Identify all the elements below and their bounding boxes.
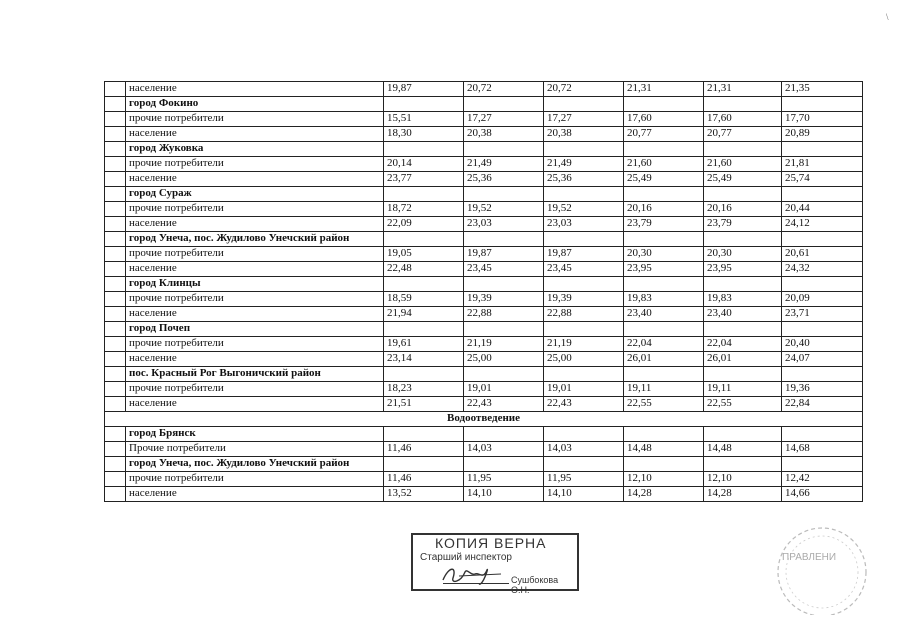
stamp-name: Сушбокова О.Н. — [511, 575, 559, 595]
stamp-role: Старший инспектор — [420, 552, 512, 563]
row-index-cell — [105, 112, 126, 127]
tariff-value-cell: 19,05 — [384, 247, 464, 262]
consumer-name: население — [126, 487, 384, 502]
tariff-value-cell: 12,10 — [624, 472, 704, 487]
row-index-cell — [105, 307, 126, 322]
tariff-value-cell — [782, 367, 863, 382]
tariff-value-cell: 21,81 — [782, 157, 863, 172]
tariff-value-cell: 17,60 — [624, 112, 704, 127]
tariff-value-cell: 14,03 — [544, 442, 624, 457]
group-row — [105, 97, 863, 112]
tariff-value-cell — [624, 97, 704, 112]
tariff-value-cell — [624, 457, 704, 472]
tariff-value-cell — [782, 322, 863, 337]
tariff-value-cell: 22,04 — [624, 337, 704, 352]
tariff-value-cell: 19,61 — [384, 337, 464, 352]
tariff-value-cell: 21,31 — [704, 82, 782, 97]
tariff-value-cell: 17,60 — [704, 112, 782, 127]
tariff-value-cell: 20,38 — [464, 127, 544, 142]
tariff-value-cell — [384, 142, 464, 157]
tariff-value-cell: 14,48 — [704, 442, 782, 457]
group-row — [105, 187, 863, 202]
tariff-value-cell — [464, 142, 544, 157]
tariff-value-cell: 12,42 — [782, 472, 863, 487]
tariff-value-cell — [464, 232, 544, 247]
tariff-value-cell: 20,61 — [782, 247, 863, 262]
tariff-value-cell — [544, 142, 624, 157]
tariff-value-cell: 19,52 — [464, 202, 544, 217]
tariff-value-cell: 22,04 — [704, 337, 782, 352]
group-name: город Унеча, пос. Жудилово Унечский район — [126, 457, 384, 472]
row-index-cell — [105, 292, 126, 307]
group-name: город Жуковка — [126, 142, 384, 157]
tariff-value-cell: 20,72 — [464, 82, 544, 97]
tariff-value-cell: 20,77 — [624, 127, 704, 142]
tariff-value-cell: 22,43 — [464, 397, 544, 412]
tariff-value-cell: 19,39 — [464, 292, 544, 307]
tariff-value-cell: 11,95 — [464, 472, 544, 487]
tariff-value-cell — [704, 367, 782, 382]
row-index-cell — [105, 157, 126, 172]
tariff-value-cell: 24,12 — [782, 217, 863, 232]
tariff-value-cell: 26,01 — [624, 352, 704, 367]
tariff-value-cell: 20,77 — [704, 127, 782, 142]
tariff-value-cell: 22,09 — [384, 217, 464, 232]
tariff-value-cell: 25,00 — [544, 352, 624, 367]
tariff-value-cell: 21,60 — [704, 157, 782, 172]
row-index-cell — [105, 217, 126, 232]
tariff-value-cell — [544, 232, 624, 247]
tariff-value-cell — [384, 427, 464, 442]
tariff-value-cell: 14,28 — [704, 487, 782, 502]
tariff-value-cell: 23,79 — [624, 217, 704, 232]
tariff-value-cell: 20,14 — [384, 157, 464, 172]
tariff-value-cell — [704, 142, 782, 157]
row-index-cell — [105, 487, 126, 502]
tariff-value-cell: 20,09 — [782, 292, 863, 307]
tariff-value-cell: 23,14 — [384, 352, 464, 367]
table-row — [105, 397, 863, 412]
tariff-value-cell: 17,27 — [544, 112, 624, 127]
group-row — [105, 322, 863, 337]
table-row — [105, 157, 863, 172]
tariff-value-cell: 25,49 — [704, 172, 782, 187]
table-row — [105, 217, 863, 232]
section-title: Водоотведение — [105, 412, 863, 427]
tariff-value-cell: 24,07 — [782, 352, 863, 367]
tariff-value-cell: 25,36 — [464, 172, 544, 187]
tariff-value-cell: 22,55 — [624, 397, 704, 412]
row-index-cell — [105, 442, 126, 457]
tariff-value-cell: 14,66 — [782, 487, 863, 502]
tariff-value-cell: 24,32 — [782, 262, 863, 277]
row-index-cell — [105, 277, 126, 292]
consumer-name: прочие потребители — [126, 247, 384, 262]
tariff-value-cell: 19,83 — [704, 292, 782, 307]
group-row — [105, 427, 863, 442]
tariff-value-cell: 20,89 — [782, 127, 863, 142]
row-index-cell — [105, 127, 126, 142]
consumer-name: население — [126, 262, 384, 277]
group-name: город Клинцы — [126, 277, 384, 292]
consumer-name: прочие потребители — [126, 382, 384, 397]
tariff-value-cell: 22,84 — [782, 397, 863, 412]
table-row — [105, 472, 863, 487]
tariff-value-cell: 11,95 — [544, 472, 624, 487]
corner-mark: \ — [886, 12, 889, 22]
tariff-value-cell: 18,72 — [384, 202, 464, 217]
tariff-value-cell: 20,72 — [544, 82, 624, 97]
tariff-value-cell: 23,45 — [464, 262, 544, 277]
table-row — [105, 337, 863, 352]
tariff-value-cell: 23,45 — [544, 262, 624, 277]
tariff-value-cell — [782, 187, 863, 202]
tariff-value-cell — [544, 97, 624, 112]
tariff-value-cell: 23,40 — [624, 307, 704, 322]
tariff-value-cell: 19,11 — [704, 382, 782, 397]
tariff-value-cell — [384, 277, 464, 292]
row-index-cell — [105, 322, 126, 337]
tariff-value-cell: 20,30 — [704, 247, 782, 262]
consumer-name: прочие потребители — [126, 337, 384, 352]
tariff-value-cell — [384, 367, 464, 382]
tariff-value-cell: 25,36 — [544, 172, 624, 187]
tariff-value-cell: 20,16 — [624, 202, 704, 217]
tariff-value-cell: 20,38 — [544, 127, 624, 142]
group-name: город Почеп — [126, 322, 384, 337]
tariff-value-cell: 21,31 — [624, 82, 704, 97]
tariff-value-cell — [704, 457, 782, 472]
row-index-cell — [105, 97, 126, 112]
row-index-cell — [105, 202, 126, 217]
tariff-value-cell: 11,46 — [384, 442, 464, 457]
signature — [439, 562, 509, 588]
table-row — [105, 247, 863, 262]
tariff-value-cell: 23,40 — [704, 307, 782, 322]
tariff-value-cell: 17,27 — [464, 112, 544, 127]
tariff-value-cell: 14,10 — [464, 487, 544, 502]
group-name: пос. Красный Рог Выгоничский район — [126, 367, 384, 382]
group-name: город Сураж — [126, 187, 384, 202]
table-row — [105, 382, 863, 397]
tariff-value-cell — [782, 142, 863, 157]
group-name: город Брянск — [126, 427, 384, 442]
tariff-value-cell — [384, 187, 464, 202]
consumer-name: население — [126, 82, 384, 97]
tariff-value-cell: 20,16 — [704, 202, 782, 217]
tariff-value-cell — [464, 97, 544, 112]
tariff-value-cell — [782, 97, 863, 112]
tariff-value-cell: 18,30 — [384, 127, 464, 142]
row-index-cell — [105, 232, 126, 247]
tariff-value-cell: 14,48 — [624, 442, 704, 457]
tariff-value-cell: 23,03 — [464, 217, 544, 232]
row-index-cell — [105, 247, 126, 262]
faint-seal — [760, 520, 870, 615]
consumer-name: население — [126, 397, 384, 412]
tariff-value-cell: 22,43 — [544, 397, 624, 412]
table-row — [105, 352, 863, 367]
tariff-value-cell — [544, 322, 624, 337]
group-row — [105, 142, 863, 157]
tariff-value-cell: 21,35 — [782, 82, 863, 97]
tariff-value-cell: 15,51 — [384, 112, 464, 127]
consumer-name: прочие потребители — [126, 472, 384, 487]
tariff-value-cell: 25,74 — [782, 172, 863, 187]
signature-line — [443, 583, 509, 584]
tariff-value-cell: 14,68 — [782, 442, 863, 457]
tariff-value-cell — [544, 277, 624, 292]
tariff-value-cell: 22,48 — [384, 262, 464, 277]
tariff-value-cell: 23,03 — [544, 217, 624, 232]
table-row — [105, 292, 863, 307]
tariff-value-cell: 19,52 — [544, 202, 624, 217]
tariff-value-cell: 25,00 — [464, 352, 544, 367]
tariff-value-cell: 19,11 — [624, 382, 704, 397]
tariff-value-cell — [384, 232, 464, 247]
tariff-value-cell — [544, 457, 624, 472]
tariff-value-cell: 14,10 — [544, 487, 624, 502]
tariff-value-cell: 23,79 — [704, 217, 782, 232]
table-row — [105, 112, 863, 127]
tariff-value-cell — [464, 367, 544, 382]
consumer-name: прочие потребители — [126, 112, 384, 127]
tariff-value-cell: 12,10 — [704, 472, 782, 487]
tariff-value-cell — [624, 427, 704, 442]
row-index-cell — [105, 82, 126, 97]
tariff-value-cell: 22,88 — [544, 307, 624, 322]
consumer-name: население — [126, 127, 384, 142]
row-index-cell — [105, 337, 126, 352]
group-row — [105, 367, 863, 382]
tariff-value-cell — [384, 322, 464, 337]
table-row — [105, 262, 863, 277]
tariff-value-cell: 18,59 — [384, 292, 464, 307]
tariff-value-cell — [704, 277, 782, 292]
tariff-value-cell: 14,03 — [464, 442, 544, 457]
section-row — [105, 412, 863, 427]
tariff-value-cell: 21,60 — [624, 157, 704, 172]
tariff-value-cell: 20,30 — [624, 247, 704, 262]
tariff-value-cell — [624, 232, 704, 247]
tariff-value-cell — [704, 187, 782, 202]
row-index-cell — [105, 172, 126, 187]
tariff-value-cell: 22,88 — [464, 307, 544, 322]
tariff-value-cell — [782, 457, 863, 472]
table-row — [105, 487, 863, 502]
group-name: город Фокино — [126, 97, 384, 112]
tariff-value-cell — [624, 187, 704, 202]
tariff-value-cell: 19,83 — [624, 292, 704, 307]
table-row — [105, 442, 863, 457]
tariff-value-cell — [384, 97, 464, 112]
tariff-value-cell: 11,46 — [384, 472, 464, 487]
tariff-value-cell: 25,49 — [624, 172, 704, 187]
consumer-name: прочие потребители — [126, 202, 384, 217]
row-index-cell — [105, 457, 126, 472]
tariff-value-cell — [464, 277, 544, 292]
tariff-value-cell: 19,36 — [782, 382, 863, 397]
tariff-value-cell: 22,55 — [704, 397, 782, 412]
tariff-value-cell — [704, 97, 782, 112]
tariff-value-cell: 20,44 — [782, 202, 863, 217]
tariff-value-cell: 19,39 — [544, 292, 624, 307]
group-name: город Унеча, пос. Жудилово Унечский район — [126, 232, 384, 247]
group-row — [105, 277, 863, 292]
tariff-value-cell — [544, 427, 624, 442]
tariff-value-cell: 20,40 — [782, 337, 863, 352]
table-row — [105, 172, 863, 187]
tariff-value-cell: 21,49 — [544, 157, 624, 172]
tariff-value-cell: 19,87 — [544, 247, 624, 262]
tariff-value-cell: 21,51 — [384, 397, 464, 412]
tariff-value-cell: 21,19 — [464, 337, 544, 352]
tariff-value-cell — [464, 457, 544, 472]
consumer-name: население — [126, 217, 384, 232]
table-row — [105, 127, 863, 142]
row-index-cell — [105, 262, 126, 277]
copy-stamp — [411, 533, 579, 595]
tariff-value-cell: 23,71 — [782, 307, 863, 322]
row-index-cell — [105, 142, 126, 157]
consumer-name: население — [126, 307, 384, 322]
row-index-cell — [105, 367, 126, 382]
tariff-value-cell — [704, 322, 782, 337]
tariff-value-cell — [782, 277, 863, 292]
group-row — [105, 457, 863, 472]
tariff-value-cell: 26,01 — [704, 352, 782, 367]
tariff-value-cell: 17,70 — [782, 112, 863, 127]
tariff-value-cell: 14,28 — [624, 487, 704, 502]
tariff-value-cell — [464, 427, 544, 442]
tariff-value-cell: 13,52 — [384, 487, 464, 502]
tariff-value-cell: 19,01 — [544, 382, 624, 397]
tariff-value-cell: 19,87 — [384, 82, 464, 97]
tariff-value-cell: 21,49 — [464, 157, 544, 172]
consumer-name: прочие потребители — [126, 157, 384, 172]
tariff-table — [104, 81, 863, 502]
tariff-value-cell: 19,87 — [464, 247, 544, 262]
row-index-cell — [105, 472, 126, 487]
tariff-table-body — [105, 82, 863, 502]
row-index-cell — [105, 382, 126, 397]
tariff-value-cell: 23,95 — [704, 262, 782, 277]
row-index-cell — [105, 352, 126, 367]
row-index-cell — [105, 397, 126, 412]
seal-text: ПРАВЛЕНИ — [782, 552, 837, 563]
tariff-value-cell — [544, 187, 624, 202]
tariff-value-cell: 18,23 — [384, 382, 464, 397]
tariff-value-cell — [624, 322, 704, 337]
table-row — [105, 82, 863, 97]
table-row — [105, 202, 863, 217]
tariff-value-cell — [544, 367, 624, 382]
consumer-name: Прочие потребители — [126, 442, 384, 457]
consumer-name: население — [126, 352, 384, 367]
row-index-cell — [105, 187, 126, 202]
tariff-value-cell: 21,19 — [544, 337, 624, 352]
tariff-value-cell — [782, 427, 863, 442]
tariff-value-cell: 19,01 — [464, 382, 544, 397]
group-row — [105, 232, 863, 247]
tariff-value-cell — [704, 232, 782, 247]
tariff-value-cell — [624, 367, 704, 382]
tariff-value-cell: 23,77 — [384, 172, 464, 187]
table-row — [105, 307, 863, 322]
tariff-value-cell: 23,95 — [624, 262, 704, 277]
stamp-title: КОПИЯ ВЕРНА — [435, 535, 547, 551]
tariff-value-cell — [384, 457, 464, 472]
tariff-value-cell — [624, 142, 704, 157]
row-index-cell — [105, 427, 126, 442]
tariff-value-cell — [464, 322, 544, 337]
consumer-name: население — [126, 172, 384, 187]
tariff-value-cell — [624, 277, 704, 292]
tariff-value-cell — [464, 187, 544, 202]
tariff-value-cell: 21,94 — [384, 307, 464, 322]
tariff-value-cell — [782, 232, 863, 247]
tariff-value-cell — [704, 427, 782, 442]
consumer-name: прочие потребители — [126, 292, 384, 307]
